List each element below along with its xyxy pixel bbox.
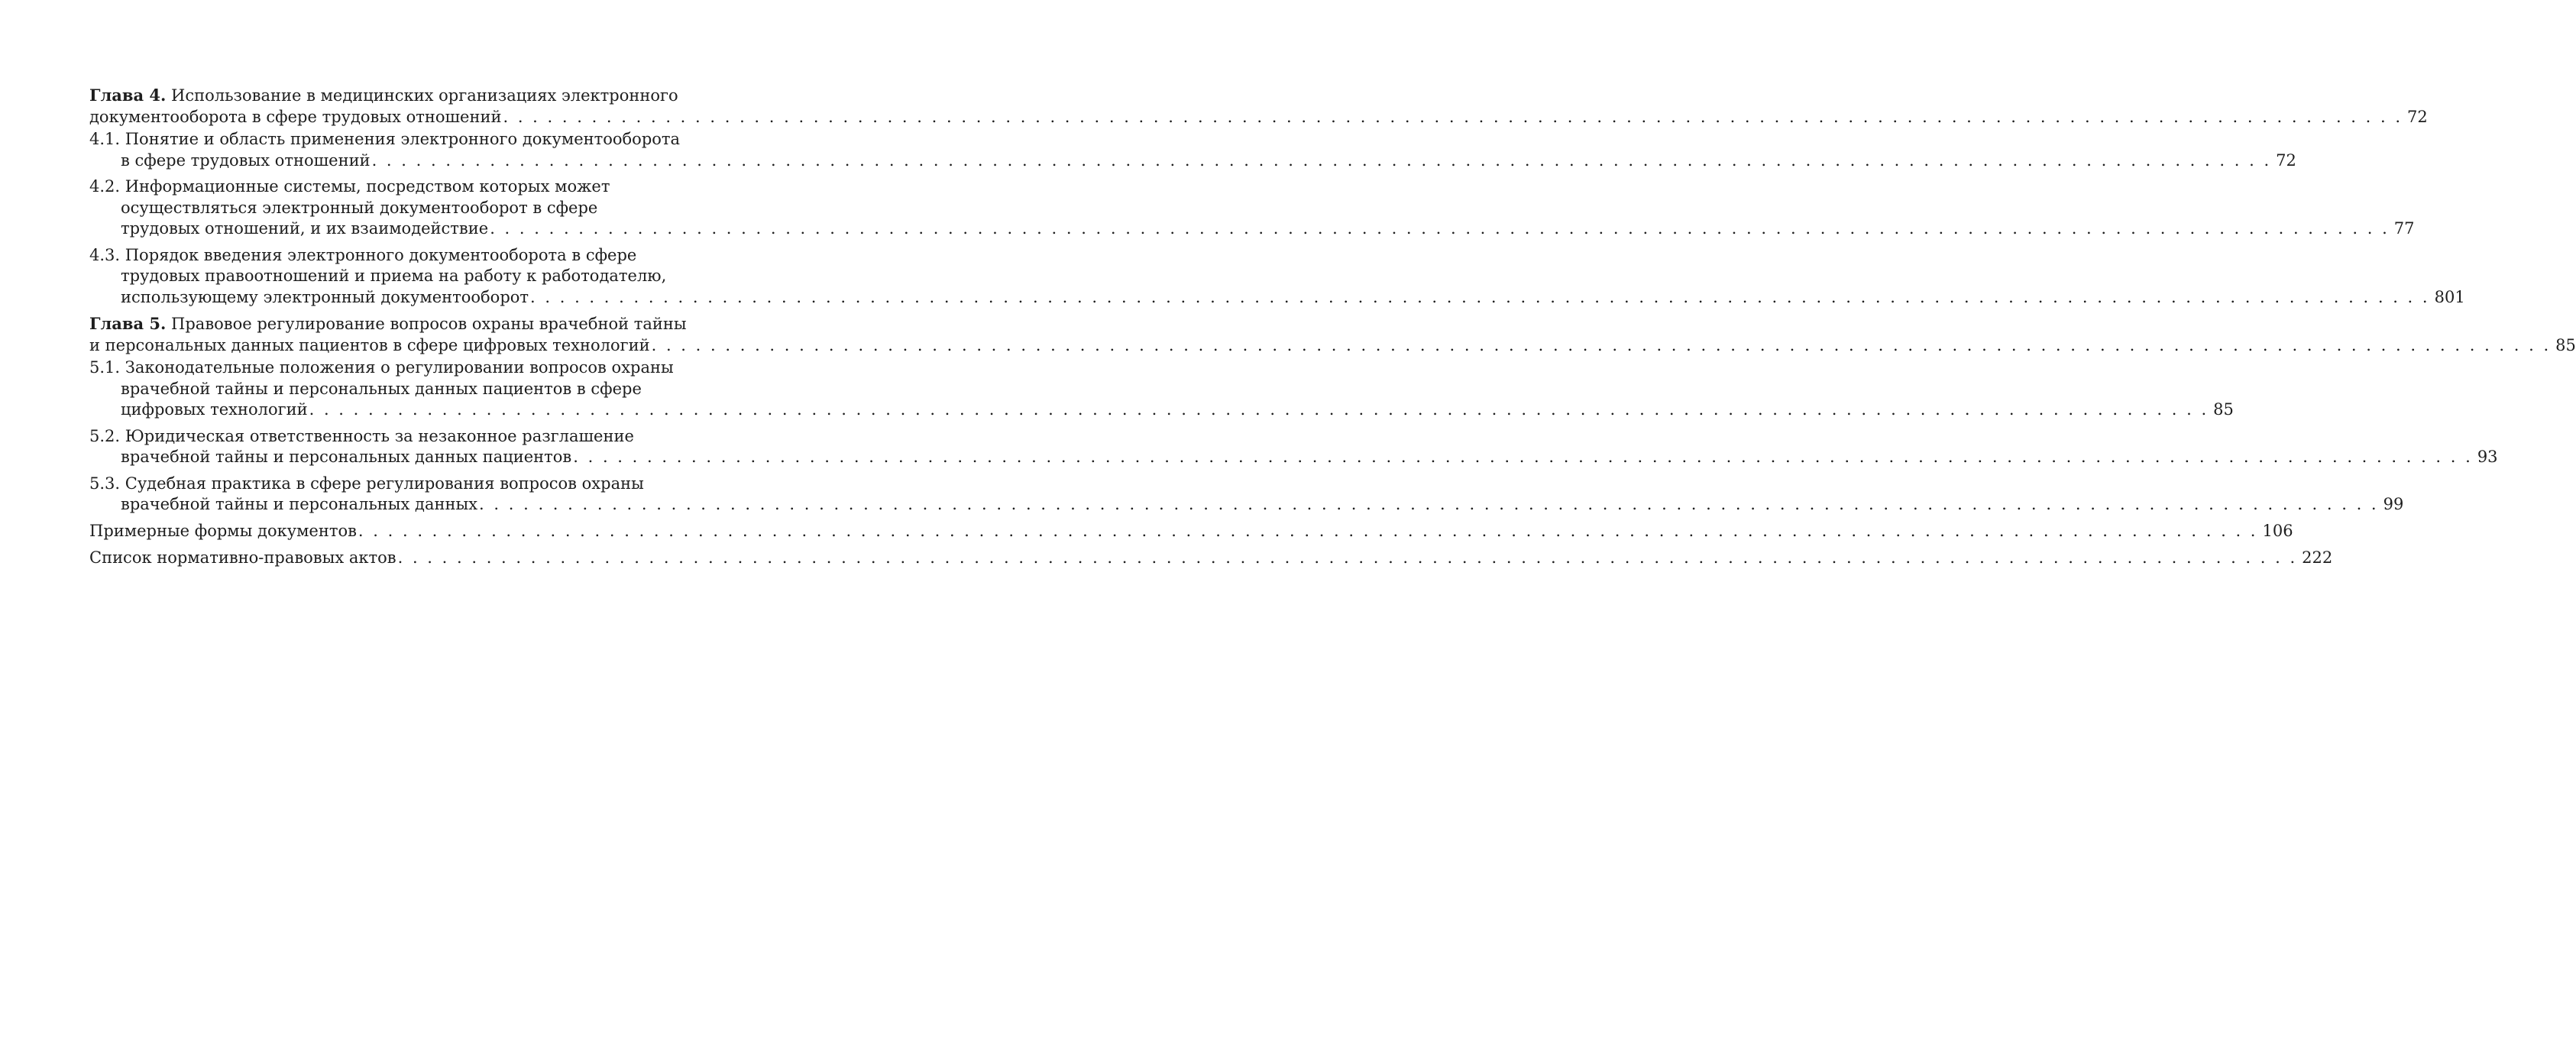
chapter-title-cont: и персональных данных пациентов в сфере цифровых технологий [89, 335, 650, 354]
toc-entry-line: 4.2. Информационные системы, посредством которых может [89, 177, 610, 196]
toc-entry-line [89, 335, 2576, 357]
page-number: 72 [2276, 150, 2296, 170]
page-number: 106 [2262, 521, 2293, 540]
toc-entry-line [89, 218, 2415, 240]
toc-entry-acts[interactable] [89, 548, 2333, 569]
section-title-cont: трудовых отношений, и их взаимодействие [121, 219, 489, 238]
chapter-label: Глава 4. [89, 86, 167, 105]
toc-entry-line [89, 150, 2296, 172]
page-number: 93 [2477, 448, 2498, 466]
toc-entry-line: врачебной тайны и персональных данных пациентов в сфере [121, 379, 642, 398]
dot-leader [650, 335, 2556, 357]
page-number: 85 [2213, 400, 2234, 419]
section-title-cont: врачебной тайны и персональных данных [121, 495, 478, 513]
toc-entry-line [89, 447, 2498, 468]
toc-entry-line: 4.1. Понятие и область применения электронного документооборота [89, 130, 681, 148]
toc-entry-4-1[interactable] [89, 129, 2296, 171]
dot-leader [488, 218, 2394, 240]
dot-leader [529, 287, 2435, 309]
dot-leader [357, 521, 2263, 542]
section-title-cont: цифровых технологий [121, 400, 308, 419]
dot-leader [308, 399, 2214, 421]
section-title-cont: в сфере трудовых отношений [121, 150, 371, 170]
toc-entry-5-1[interactable] [89, 357, 2234, 421]
chapter-title: Использование в медицинских организациях электронного [171, 86, 678, 105]
entry-title: Примерные формы документов [89, 521, 357, 540]
toc-entry-line: 5.3. Судебная практика в сфере регулирования вопросов охраны [89, 474, 644, 493]
toc-entry-5-2[interactable] [89, 426, 2498, 468]
chapter-label: Глава 5. [89, 314, 167, 333]
section-title-cont: использующему электронный документооборот [121, 287, 529, 306]
section-title-cont: врачебной тайны и персональных данных пациентов [121, 448, 572, 466]
toc-entry-line: трудовых правоотношений и приема на работу к работодателю, [121, 267, 667, 285]
toc-entry-line [89, 85, 676, 107]
toc-entry-line [89, 548, 2333, 569]
toc-entry-line [89, 287, 2465, 309]
page-number: 85 [2555, 335, 2576, 354]
toc-entry-line [89, 494, 2404, 516]
chapter-title-cont: документооборота в сфере трудовых отношений [89, 107, 502, 126]
toc-entry-4-3[interactable] [89, 245, 2465, 309]
toc-entry-line: 4.3. Порядок введения электронного документооборота в сфере [89, 245, 637, 264]
page-number: 77 [2393, 219, 2415, 238]
table-of-contents [89, 85, 2576, 575]
toc-entry-line: 5.1. Законодательные положения о регулировании вопросов охраны [89, 358, 674, 377]
dot-leader [501, 107, 2407, 128]
toc-entry-line [89, 399, 2234, 421]
page-number: 72 [2407, 107, 2428, 126]
toc-entry-line: 5.2. Юридическая ответственность за незаконное разглашение [89, 426, 634, 445]
toc-entry-line [89, 107, 2428, 128]
toc-entry-line [89, 521, 2293, 542]
toc-entry-forms[interactable] [89, 521, 2293, 542]
toc-entry-chapter-5[interactable] [89, 313, 2576, 356]
toc-entry-line [89, 313, 687, 335]
dot-leader [371, 150, 2277, 172]
toc-entry-line: осуществляться электронный документооборот в сфере [121, 198, 598, 217]
page-number: 801 [2434, 287, 2465, 306]
page-number: 222 [2302, 548, 2333, 567]
dot-leader [477, 494, 2383, 516]
dot-leader [571, 447, 2477, 468]
entry-title: Список нормативно-правовых актов [89, 548, 396, 567]
page-number: 99 [2383, 495, 2404, 513]
toc-entry-chapter-4[interactable] [89, 85, 2428, 128]
toc-entry-4-2[interactable] [89, 176, 2415, 240]
chapter-title: Правовое регулирование вопросов охраны врачебной тайны [171, 315, 687, 333]
dot-leader [396, 548, 2303, 569]
toc-entry-5-3[interactable] [89, 474, 2404, 516]
